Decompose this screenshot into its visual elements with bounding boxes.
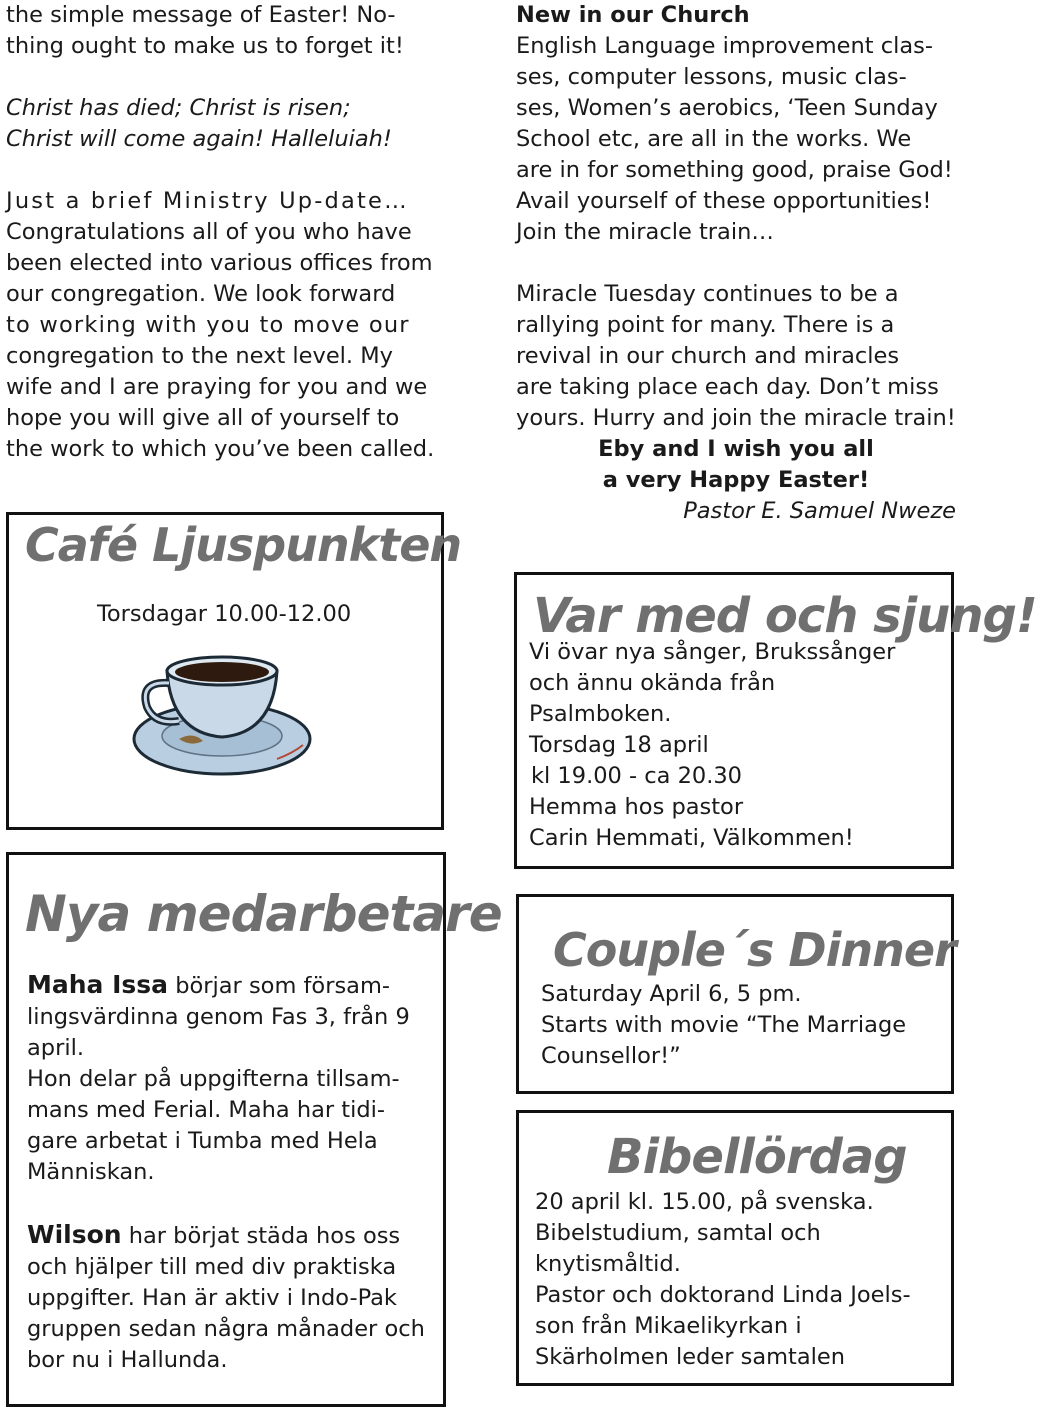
person-name: Maha Issa [27, 970, 169, 999]
new-in-church-text: English Language improvement clas- ses, computer lessons, music clas- ses, Women’s aerobics, ‘Teen Sunday School etc, are all in the works. We are in for something good, praise God! Avail yourself of these opportunities! Join the miracle train… [516, 33, 953, 245]
ministry-update: Just a brief Ministry Up-date… Congratulations all of you who have been elected into various offices from our congregation. We look forward to working with you to move our congregation to the next level. My wife and I are praying for you and we hope you will give all of yourself to the work to which you’ve been called. [6, 188, 435, 462]
couples-dinner-box [516, 894, 954, 1094]
pastor-signature: Pastor E. Samuel Nweze [683, 498, 956, 524]
cafe-time: Torsdagar 10.00-12.00 [97, 601, 352, 627]
new-in-church-heading: New in our Church [516, 2, 750, 28]
couples-text: Saturday April 6, 5 pm. Starts with movie “The Marriage Counsellor!” [541, 981, 907, 1069]
easter-creed: Christ has died; Christ is risen; Christ will come again! Halleluiah! [6, 95, 392, 152]
coffee-cup-icon [127, 641, 317, 781]
cafe-title: Café Ljuspunkten [25, 518, 462, 572]
bibellordag-box [516, 1110, 954, 1386]
bible-title: Bibellördag [607, 1129, 907, 1185]
easter-greeting: Eby and I wish you all a very Happy Easter! [598, 436, 874, 493]
miracle-tuesday-text: Miracle Tuesday continues to be a rallying point for many. There is a revival in our church and miracles are taking place each day. Don’t miss yours. Hurry and join the miracle train! [516, 281, 956, 431]
left-column [6, 0, 446, 465]
sing-title: Var med och sjung! [533, 588, 1037, 644]
person-name: Wilson [27, 1220, 122, 1249]
cafe-box [6, 512, 462, 830]
right-column [516, 0, 956, 527]
couples-title: Couple´s Dinner [553, 923, 956, 977]
sing-text: Vi övar nya sånger, Brukssånger och ännu okända från Psalmboken. Torsdag 18 april kl 19.00 - ca 20.30 Hemma hos pastor Carin Hemmati, Välkommen! [529, 639, 896, 851]
staff-person-wilson: Wilson har börjat städa hos oss och hjälper till med div praktiska uppgifter. Han är aktiv i Indo-Pak gruppen sedan några månader och bor nu i Hallunda. [27, 1220, 425, 1373]
staff-person-maha: Maha Issa börjar som försam- lingsvärdinna genom Fas 3, från 9 april. Hon delar på uppgifterna tillsam- mans med Ferial. Maha har tidi- gare arbetat i Tumba med Hela Människan. [27, 970, 410, 1185]
sing-box [514, 572, 1037, 869]
staff-title: Nya medarbetare [25, 885, 502, 943]
easter-intro: the simple message of Easter! No- thing ought to make us to forget it! [6, 2, 404, 59]
bible-text: 20 april kl. 15.00, på svenska. Bibelstudium, samtal och knytismåltid. Pastor och doktorand Linda Joels- son från Mikaelikyrkan i Skärholmen leder samtalen [535, 1189, 911, 1370]
staff-box [6, 852, 502, 1407]
